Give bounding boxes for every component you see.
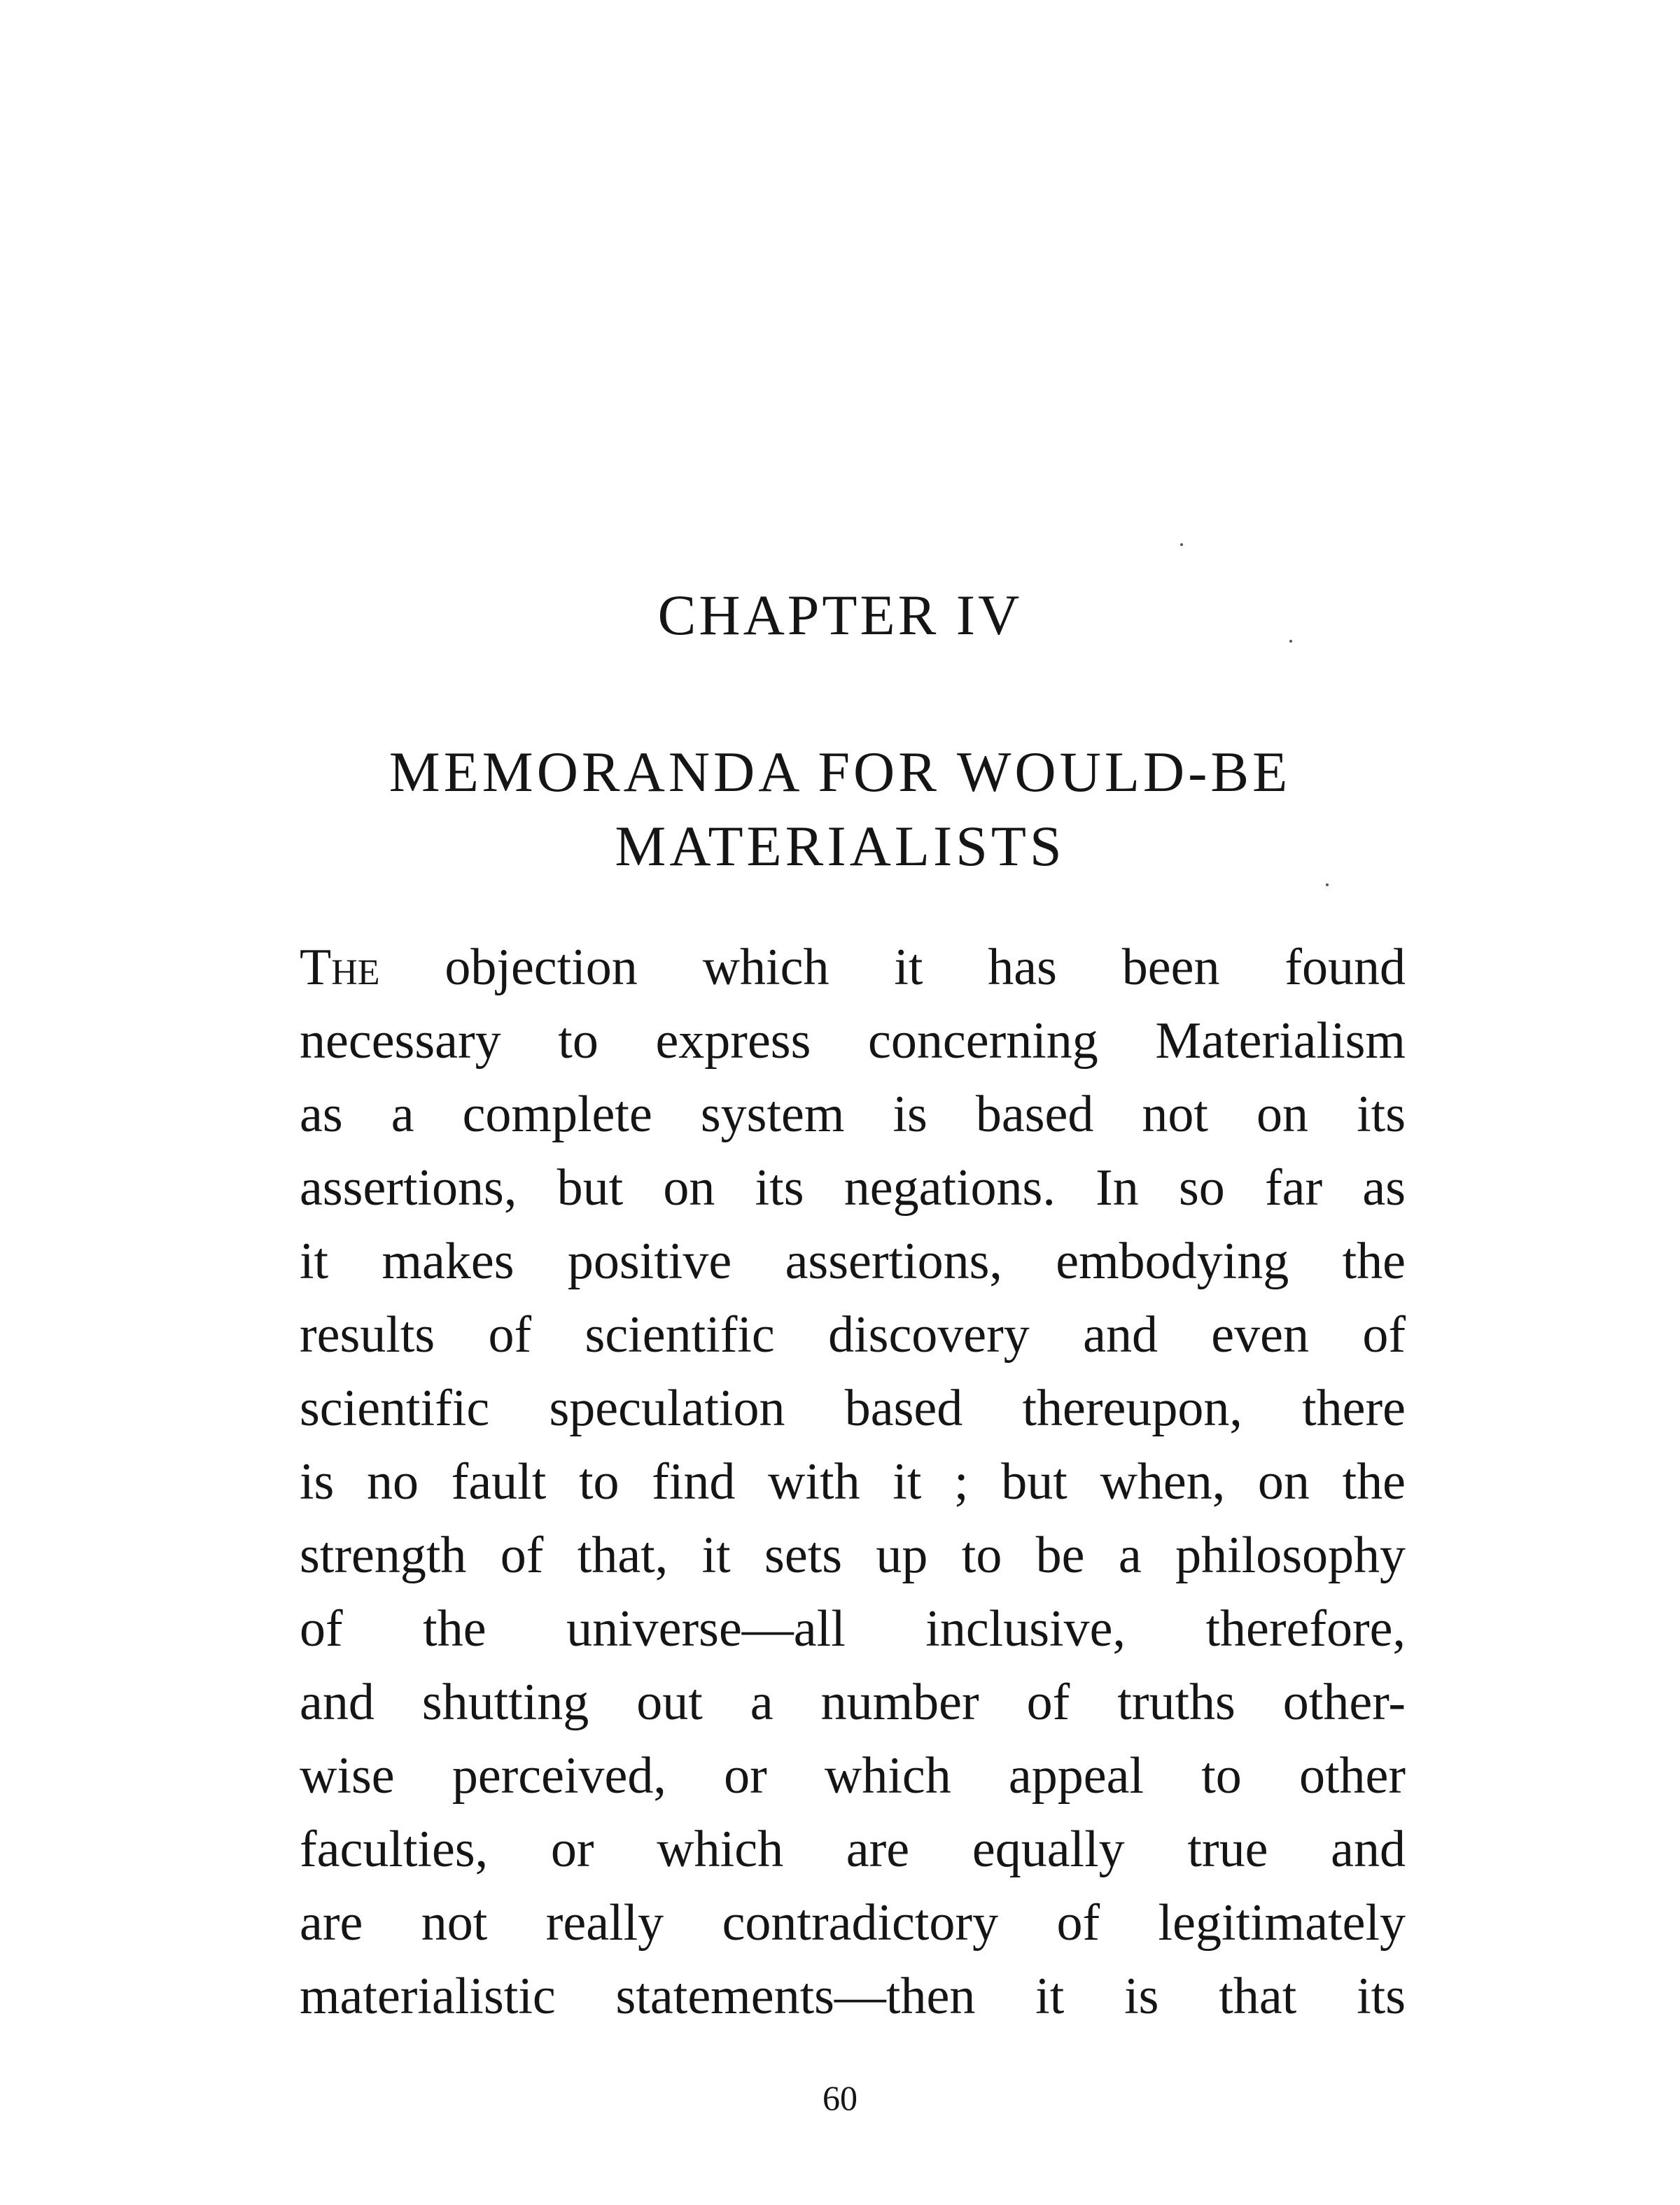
paragraph-line: are not really contradictory of legitimately (300, 1894, 1406, 1952)
paragraph-line: as a complete system is based not on its (300, 1086, 1406, 1143)
body-paragraph (300, 931, 1406, 2033)
paragraph-line: scientific speculation based thereupon, there (300, 1380, 1406, 1437)
paragraph-line: results of scientific discovery and even of (300, 1306, 1406, 1364)
page-number: 60 (822, 2078, 858, 2118)
lead-word: The (300, 939, 380, 996)
paragraph-line: and shutting out a number of truths other- (300, 1674, 1406, 1731)
scan-speck (1180, 543, 1183, 546)
first-line-text: objection which it has been found (444, 939, 1406, 996)
paragraph-line: materialistic statements—then it is that its (300, 1968, 1406, 2025)
paragraph-line: faculties, or which are equally true and (300, 1821, 1406, 1878)
paragraph-line: it makes positive assertions, embodying the (300, 1233, 1406, 1290)
paragraph-line: assertions, but on its negations. In so far as (300, 1159, 1406, 1217)
scan-speck (1326, 883, 1329, 886)
paragraph-line: is no fault to find with it ; but when, on the (300, 1453, 1406, 1511)
paragraph-line: wise perceived, or which appeal to other (300, 1747, 1406, 1805)
chapter-title (0, 735, 1680, 883)
chapter-title-line: MEMORANDA FOR WOULD-BE (388, 740, 1292, 804)
paragraph-line (300, 931, 1406, 1004)
paragraph-line: strength of that, it sets up to be a philosophy (300, 1527, 1406, 1584)
chapter-title-line: MATERIALISTS (615, 814, 1065, 878)
chapter-heading: CHAPTER IV (657, 583, 1023, 647)
paragraph-line: necessary to express concerning Materialism (300, 1012, 1406, 1070)
paragraph-line: of the universe—all inclusive, therefore, (300, 1600, 1406, 1658)
